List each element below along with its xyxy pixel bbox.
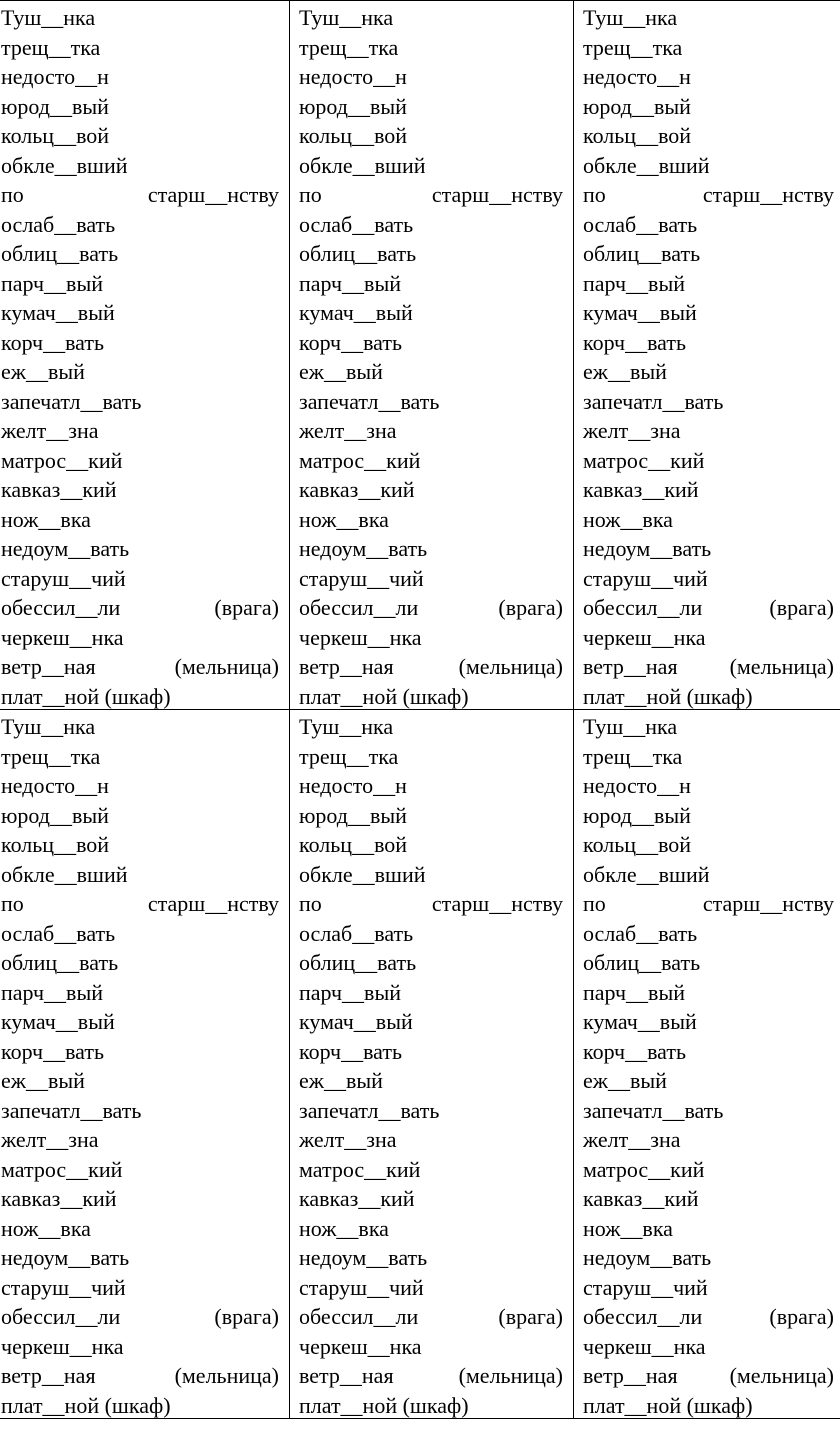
word-line: старуш__чий [299, 565, 424, 591]
word-line: ослаб__вать [299, 920, 414, 946]
word-line: еж__вый [583, 1068, 667, 1093]
word-line: кавказ__кий [583, 1186, 699, 1211]
word-part: (врага) [214, 595, 279, 620]
word-part: ветр__ная [1, 654, 96, 679]
word-part: обессил__ли [1, 1304, 121, 1329]
word-line: запечатл__вать [583, 1097, 724, 1123]
word-line: желт__зна [1, 1127, 99, 1152]
word-line: кумач__вый [583, 300, 697, 325]
word-line: еж__вый [1, 1068, 85, 1093]
word-line: черкеш__нка [583, 624, 706, 650]
table-cell [0, 710, 290, 1418]
word-line: Туш__нка [1, 714, 96, 739]
word-line: ослаб__вать [583, 920, 698, 946]
word-line [583, 889, 834, 919]
word-line: кавказ__кий [299, 1186, 415, 1211]
word-line: еж__вый [583, 359, 667, 384]
word-line: парч__вый [1, 979, 103, 1005]
word-line: черкеш__нка [1, 1333, 124, 1359]
word-line [1, 1361, 279, 1391]
word-line [299, 1302, 563, 1332]
word-line: кумач__вый [1, 1009, 115, 1034]
word-line: старуш__чий [1, 1274, 126, 1300]
word-line: ослаб__вать [1, 920, 116, 946]
word-line: Туш__нка [583, 5, 678, 30]
word-line: матрос__кий [583, 1156, 705, 1182]
word-line: юрод__вый [583, 802, 691, 828]
word-line: недосто__н [1, 64, 109, 89]
word-line: трещ__тка [583, 743, 683, 769]
word-line: кумач__вый [583, 1009, 697, 1034]
word-line: Туш__нка [299, 5, 394, 30]
word-line: кумач__вый [1, 300, 115, 325]
table-row [0, 709, 840, 1419]
word-line: черкеш__нка [299, 1333, 422, 1359]
word-line: недоум__вать [583, 1245, 712, 1270]
word-part: старш__нству [147, 182, 279, 207]
word-part: (врага) [498, 595, 563, 620]
word-part: (врага) [769, 1304, 834, 1329]
word-line: плат__ной (шкаф) [299, 1392, 469, 1418]
word-line: плат__ной (шкаф) [299, 683, 469, 709]
word-line: облиц__вать [299, 950, 417, 975]
word-line: нож__вка [299, 1215, 389, 1241]
word-part: (мельница) [174, 1363, 279, 1388]
table-row [0, 0, 840, 710]
word-part: (мельница) [174, 654, 279, 679]
word-line [583, 652, 834, 682]
word-line: матрос__кий [1, 447, 123, 473]
word-part: (мельница) [458, 654, 563, 679]
word-line [583, 1302, 834, 1332]
table-cell [290, 1, 574, 710]
word-part: ветр__ная [1, 1363, 96, 1388]
word-line [1, 593, 279, 623]
word-line: еж__вый [1, 359, 85, 384]
word-part: старш__нству [702, 891, 834, 916]
word-line: еж__вый [299, 1068, 383, 1093]
word-line: трещ__тка [1, 34, 101, 60]
word-line: обкле__вший [1, 861, 128, 887]
word-line: желт__зна [583, 418, 681, 443]
word-line: плат__ной (шкаф) [583, 683, 753, 709]
word-line: плат__ной (шкаф) [1, 1392, 171, 1418]
word-part: старш__нству [147, 891, 279, 916]
word-line: юрод__вый [299, 93, 407, 119]
word-line: старуш__чий [1, 565, 126, 591]
word-line: желт__зна [299, 418, 397, 443]
word-line: трещ__тка [583, 34, 683, 60]
word-line: ослаб__вать [1, 211, 116, 237]
word-line [299, 652, 563, 682]
word-line [583, 180, 834, 210]
word-line: корч__вать [299, 329, 403, 355]
word-line: кольц__вой [1, 832, 110, 857]
word-part: (мельница) [458, 1363, 563, 1388]
word-line: старуш__чий [583, 565, 708, 591]
word-line [1, 180, 279, 210]
word-part: по [299, 182, 322, 207]
table-cell [290, 710, 574, 1418]
word-line: облиц__вать [1, 950, 119, 975]
word-line: запечатл__вать [1, 388, 142, 414]
word-line: запечатл__вать [1, 1097, 142, 1123]
word-line [299, 889, 563, 919]
word-line: обкле__вший [583, 152, 710, 178]
word-line [583, 1361, 834, 1391]
word-line [1, 1302, 279, 1332]
word-part: (врага) [498, 1304, 563, 1329]
word-part: ветр__ная [299, 654, 394, 679]
word-line: кавказ__кий [1, 1186, 117, 1211]
word-line: черкеш__нка [583, 1333, 706, 1359]
table-cell [0, 1, 290, 710]
word-line [583, 593, 834, 623]
word-line: нож__вка [299, 506, 389, 532]
word-line: желт__зна [583, 1127, 681, 1152]
word-line: плат__ной (шкаф) [583, 1392, 753, 1418]
word-part: (мельница) [729, 1363, 834, 1388]
word-line: трещ__тка [1, 743, 101, 769]
word-line: облиц__вать [299, 241, 417, 266]
word-line: старуш__чий [583, 1274, 708, 1300]
word-part: по [1, 891, 24, 916]
word-line: кольц__вой [583, 832, 692, 857]
word-line: недосто__н [299, 64, 407, 89]
word-line [299, 1361, 563, 1391]
word-line: кольц__вой [1, 123, 110, 148]
word-line: нож__вка [1, 1215, 91, 1241]
word-part: по [583, 891, 606, 916]
word-line: корч__вать [1, 1038, 105, 1064]
word-line: матрос__кий [299, 1156, 421, 1182]
word-line: недоум__вать [1, 1245, 130, 1270]
word-line: юрод__вый [299, 802, 407, 828]
word-line: кольц__вой [583, 123, 692, 148]
word-line: еж__вый [299, 359, 383, 384]
word-line: облиц__вать [583, 241, 701, 266]
word-line: Туш__нка [1, 5, 96, 30]
word-part: по [583, 182, 606, 207]
word-line: матрос__кий [583, 447, 705, 473]
word-line: недосто__н [583, 64, 691, 89]
word-line: кумач__вый [299, 300, 413, 325]
word-line [299, 593, 563, 623]
word-line: корч__вать [583, 329, 687, 355]
word-line: юрод__вый [583, 93, 691, 119]
word-line: матрос__кий [299, 447, 421, 473]
word-line: обкле__вший [299, 861, 426, 887]
word-line: запечатл__вать [299, 388, 440, 414]
word-line: парч__вый [583, 979, 685, 1005]
word-line: кавказ__кий [1, 477, 117, 502]
word-part: обессил__ли [299, 595, 419, 620]
word-line: облиц__вать [583, 950, 701, 975]
word-line: обкле__вший [583, 861, 710, 887]
word-line [299, 180, 563, 210]
word-line: нож__вка [583, 1215, 673, 1241]
word-part: старш__нству [431, 891, 563, 916]
word-line: черкеш__нка [299, 624, 422, 650]
word-line: запечатл__вать [299, 1097, 440, 1123]
word-line: парч__вый [1, 270, 103, 296]
word-part: обессил__ли [299, 1304, 419, 1329]
word-line: недоум__вать [583, 536, 712, 561]
word-part: ветр__ная [299, 1363, 394, 1388]
word-line: кольц__вой [299, 832, 408, 857]
word-line: старуш__чий [299, 1274, 424, 1300]
word-line: Туш__нка [583, 714, 678, 739]
word-line [1, 652, 279, 682]
table-cell [574, 1, 840, 710]
word-line [1, 889, 279, 919]
word-line: нож__вка [583, 506, 673, 532]
table-cell [574, 710, 840, 1418]
word-line: недоум__вать [1, 536, 130, 561]
word-line: парч__вый [583, 270, 685, 296]
word-line: кольц__вой [299, 123, 408, 148]
word-part: обессил__ли [1, 595, 121, 620]
word-line: трещ__тка [299, 743, 399, 769]
word-line: недосто__н [299, 773, 407, 798]
word-line: ослаб__вать [583, 211, 698, 237]
word-line: обкле__вший [1, 152, 128, 178]
word-line: корч__вать [1, 329, 105, 355]
word-line: обкле__вший [299, 152, 426, 178]
word-line: запечатл__вать [583, 388, 724, 414]
word-line: желт__зна [1, 418, 99, 443]
word-part: старш__нству [702, 182, 834, 207]
word-line: парч__вый [299, 270, 401, 296]
word-line: Туш__нка [299, 714, 394, 739]
word-line: ослаб__вать [299, 211, 414, 237]
word-line: черкеш__нка [1, 624, 124, 650]
word-line: корч__вать [299, 1038, 403, 1064]
word-line: парч__вый [299, 979, 401, 1005]
word-part: (мельница) [729, 654, 834, 679]
word-line: плат__ной (шкаф) [1, 683, 171, 709]
word-part: обессил__ли [583, 595, 703, 620]
word-line: трещ__тка [299, 34, 399, 60]
word-line: недосто__н [1, 773, 109, 798]
word-line: юрод__вый [1, 802, 109, 828]
word-part: (врага) [214, 1304, 279, 1329]
word-part: (врага) [769, 595, 834, 620]
word-line: кавказ__кий [583, 477, 699, 502]
word-line: кумач__вый [299, 1009, 413, 1034]
word-part: обессил__ли [583, 1304, 703, 1329]
word-part: по [1, 182, 24, 207]
word-line: желт__зна [299, 1127, 397, 1152]
word-line: недоум__вать [299, 1245, 428, 1270]
word-line: юрод__вый [1, 93, 109, 119]
word-line: корч__вать [583, 1038, 687, 1064]
word-line: кавказ__кий [299, 477, 415, 502]
word-part: старш__нству [431, 182, 563, 207]
word-line: нож__вка [1, 506, 91, 532]
word-part: ветр__ная [583, 1363, 678, 1388]
word-line: недосто__н [583, 773, 691, 798]
word-line: облиц__вать [1, 241, 119, 266]
word-line: недоум__вать [299, 536, 428, 561]
word-part: ветр__ная [583, 654, 678, 679]
word-line: матрос__кий [1, 1156, 123, 1182]
word-part: по [299, 891, 322, 916]
